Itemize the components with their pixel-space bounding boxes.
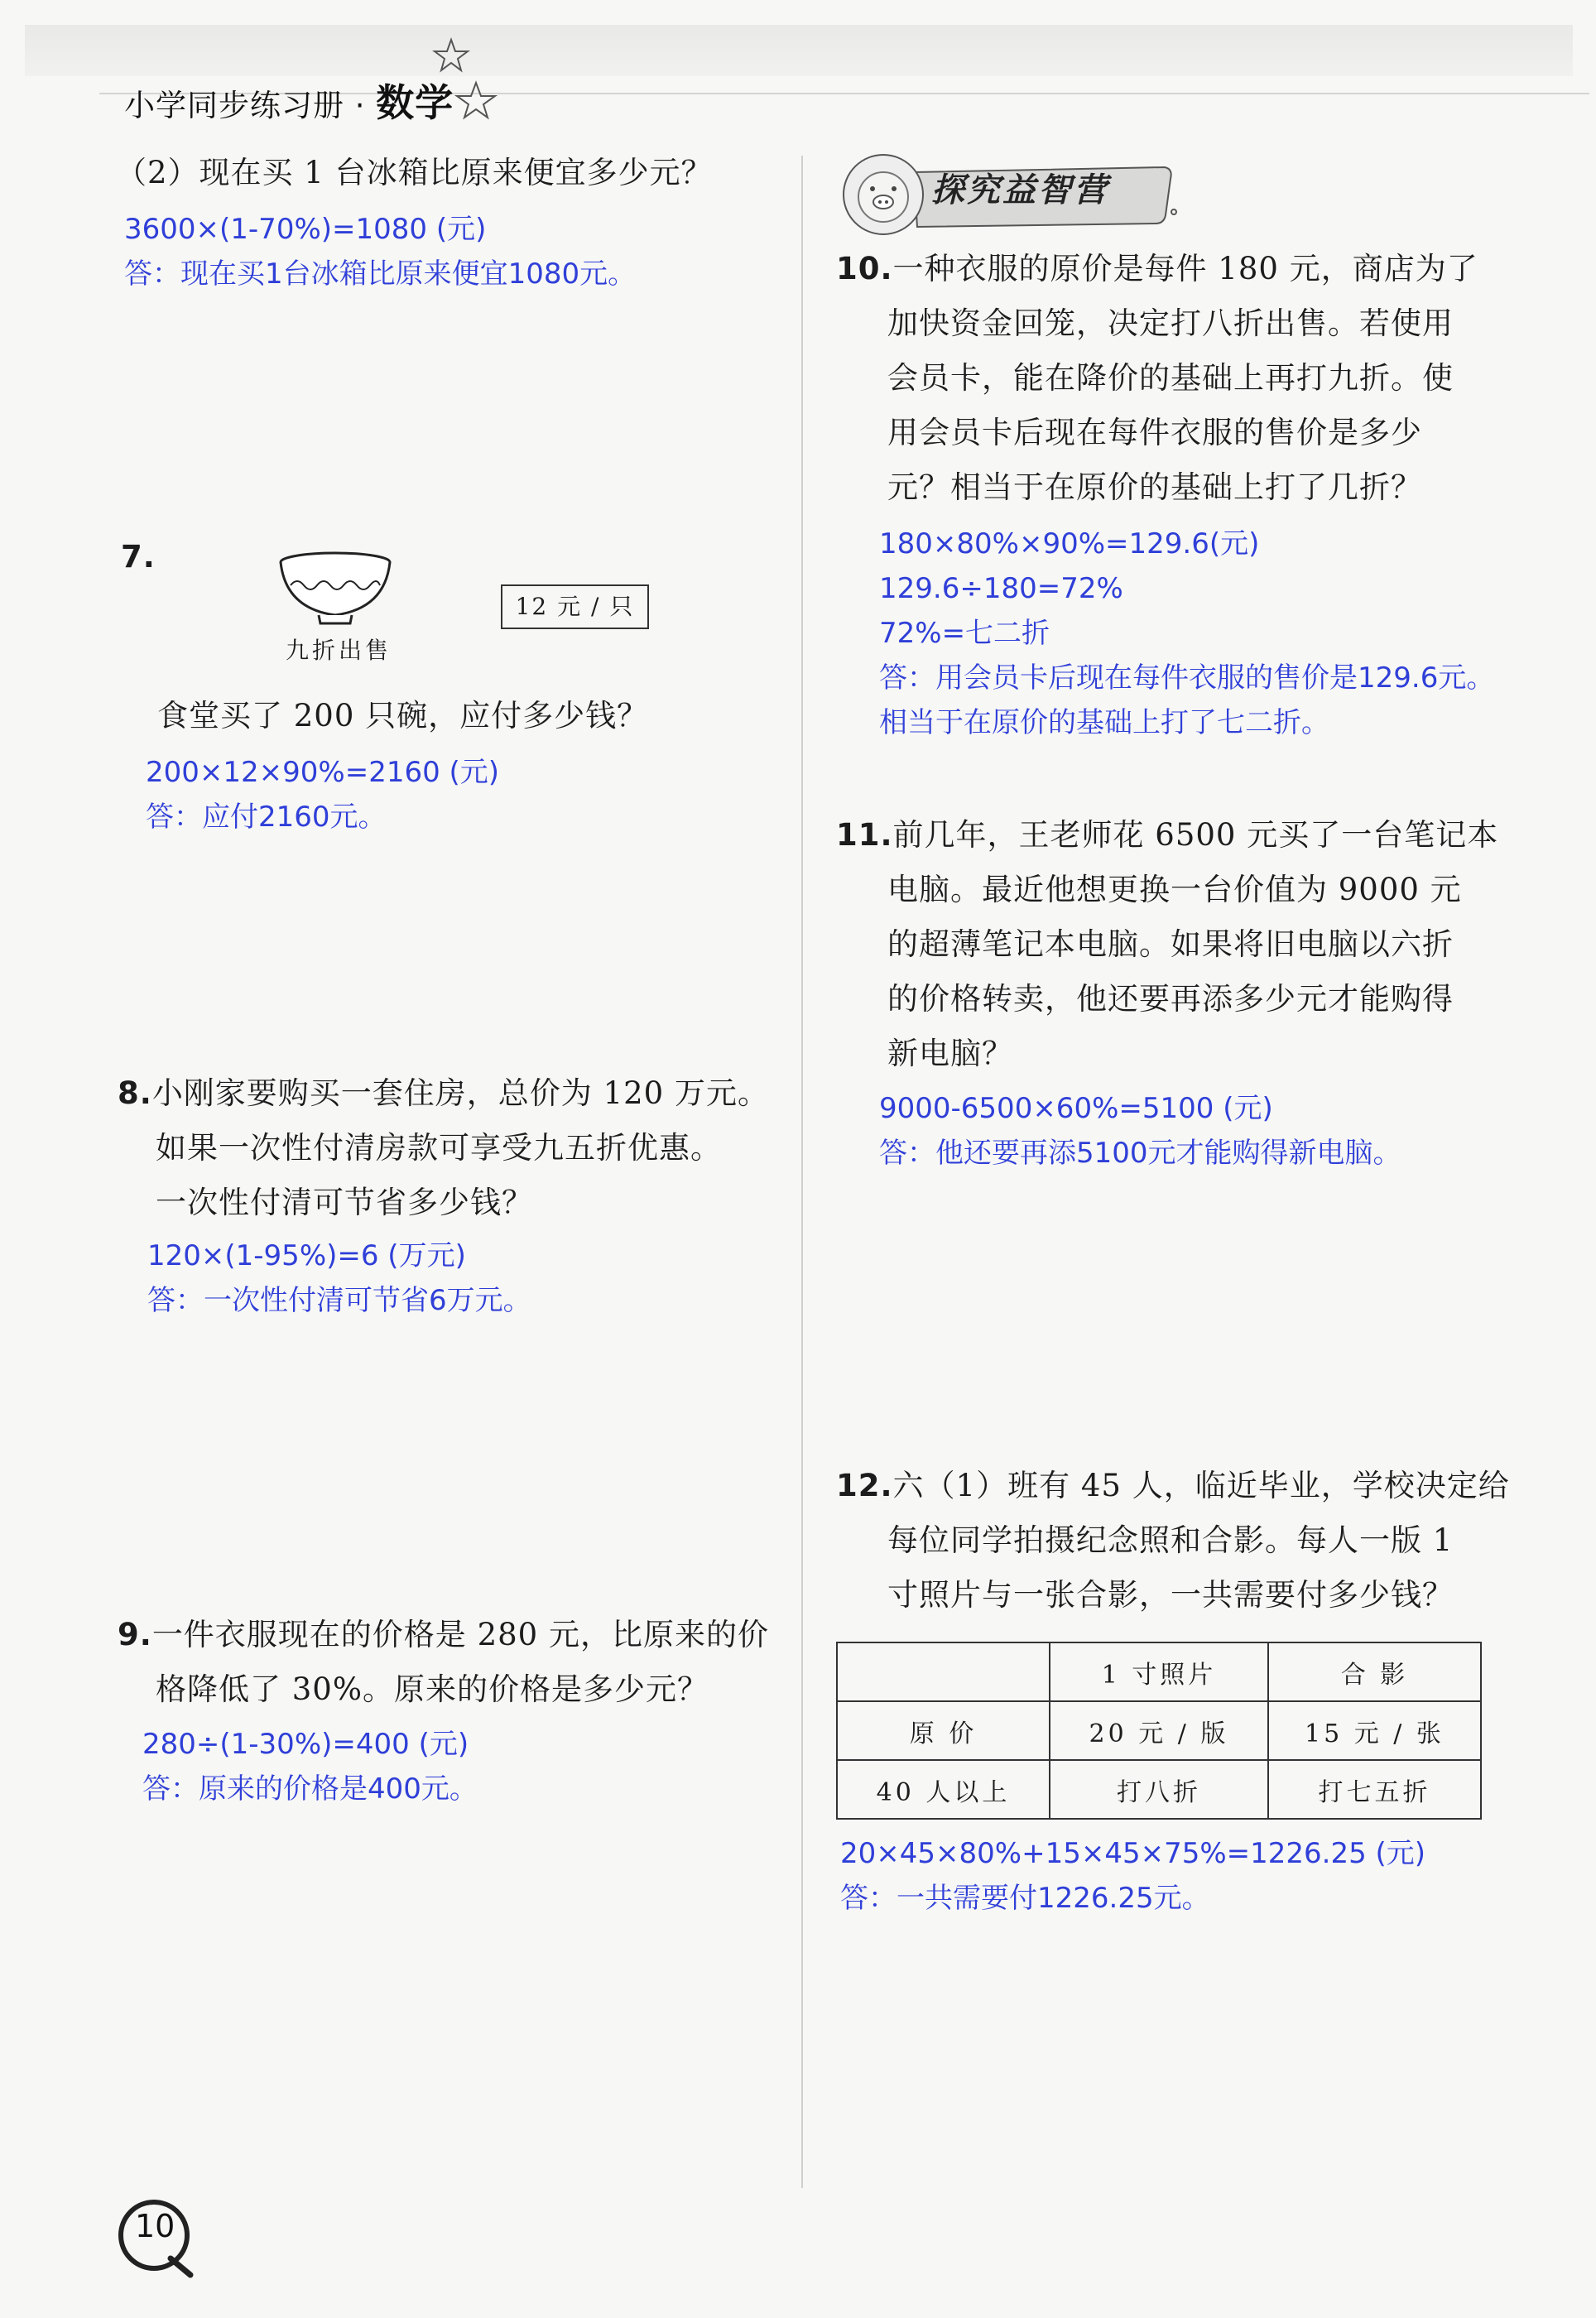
answer-11 [879, 1086, 1401, 1176]
answer-formula: 3600×(1-70%)=1080 (元) [124, 213, 487, 246]
column-divider [801, 156, 803, 2188]
subject-name: 数学 [376, 80, 454, 125]
question-line: 的超薄笔记本电脑。如果将旧电脑以六折 [887, 926, 1454, 962]
question-line: 如果一次性付清房款可享受九五折优惠。 [156, 1130, 722, 1166]
answer-formula: 200×12×90%=2160 (元) [146, 756, 500, 789]
question-10 [836, 242, 1478, 515]
question-text: 食堂买了 200 只碗，应付多少钱？ [157, 698, 649, 733]
price-tag: 12 元 / 只 [501, 584, 649, 629]
question-11 [836, 808, 1498, 1081]
header-band [25, 25, 1573, 76]
answer-statement: 答：应付2160元。 [146, 801, 387, 834]
answer-formula: 120×(1-95%)=6 (万元) [147, 1239, 466, 1272]
stars-icon [426, 33, 501, 124]
table-cell: 15 元 / 张 [1268, 1701, 1481, 1760]
answer-statement: 答：一共需要付1226.25元。 [840, 1882, 1210, 1915]
table-row [837, 1701, 1481, 1760]
question-9 [118, 1608, 769, 1717]
question-line: 一种衣服的原价是每件 180 元，商店为了 [892, 251, 1478, 286]
answer-10 [879, 522, 1494, 745]
question-line: 元？相当于在原价的基础上打了几折？ [887, 469, 1422, 505]
question-line: 寸照片与一张合影，一共需要付多少钱？ [887, 1577, 1454, 1613]
q12-number: 12. [836, 1468, 893, 1503]
answer-8 [147, 1234, 531, 1323]
question-line: 的价格转卖，他还要再添多少元才能购得 [887, 981, 1454, 1017]
q11-number: 11. [836, 817, 893, 853]
title-separator: · [354, 88, 366, 123]
answer-7 [146, 750, 499, 839]
answer-formula: 280÷(1-30%)=400 (元) [142, 1728, 469, 1761]
q8-number: 8. [118, 1075, 152, 1111]
answer-statement: 答：他还要再添5100元才能购得新电脑。 [879, 1137, 1401, 1170]
question-line: 一次性付清可节省多少钱？ [156, 1185, 533, 1220]
table-cell: 合 影 [1268, 1642, 1481, 1701]
question-line: 格降低了 30%。原来的价格是多少元？ [156, 1671, 709, 1707]
answer-12 [840, 1831, 1425, 1921]
bowl-caption: 九折出售 [286, 637, 392, 664]
bowl-icon [277, 551, 393, 625]
table-cell: 打七五折 [1268, 1760, 1481, 1819]
book-name: 小学同步练习册 [124, 88, 344, 123]
question-line: 加快资金回笼，决定打八折出售。若使用 [887, 305, 1454, 341]
table-cell: 20 元 / 版 [1050, 1701, 1268, 1760]
answer-statement: 相当于在原价的基础上打了七二折。 [879, 706, 1329, 739]
answer-formula: 20×45×80%+15×45×75%=1226.25 (元) [840, 1837, 1426, 1870]
question-12 [836, 1459, 1510, 1623]
answer-statement: 答：一次性付清可节省6万元。 [147, 1284, 531, 1317]
answer-6-2 [124, 207, 636, 296]
answer-formula: 129.6÷180=72% [879, 572, 1123, 605]
question-line: 每位同学拍摄纪念照和合影。每人一版 1 [887, 1522, 1454, 1558]
question-line: 新电脑？ [887, 1036, 1013, 1071]
q10-number: 10. [836, 251, 893, 286]
answer-statement: 答：用会员卡后现在每件衣服的售价是129.6元。 [879, 661, 1495, 695]
q9-number: 9. [118, 1617, 152, 1652]
question-line: 小刚家要购买一套住房，总价为 120 万元。 [151, 1075, 769, 1111]
table-cell [837, 1642, 1050, 1701]
answer-statement: 答：现在买1台冰箱比原来便宜1080元。 [124, 257, 637, 291]
question-6-2 [116, 146, 713, 200]
question-line: 用会员卡后现在每件衣服的售价是多少 [887, 415, 1422, 450]
page-number: 10 [135, 2208, 175, 2244]
question-line: 一件衣服现在的价格是 280 元，比原来的价 [151, 1617, 769, 1652]
answer-formula: 180×80%×90%=129.6(元) [879, 527, 1260, 560]
question-number [121, 530, 156, 584]
table-cell: 1 寸照片 [1050, 1642, 1268, 1701]
table-cell: 原 价 [837, 1701, 1050, 1760]
table-row [837, 1760, 1481, 1819]
answer-formula: 9000-6500×60%=5100 (元) [879, 1092, 1273, 1125]
answer-formula: 72%=七二折 [879, 617, 1050, 650]
section-title: 探究益智营 [931, 171, 1109, 209]
q7-number: 7. [121, 539, 156, 575]
question-line: 会员卡，能在降价的基础上再打九折。使 [887, 360, 1454, 396]
question-8 [118, 1066, 769, 1230]
answer-statement: 答：原来的价格是400元。 [142, 1772, 478, 1806]
price-table [836, 1642, 1482, 1820]
table-cell: 打八折 [1050, 1760, 1268, 1819]
question-line: 前几年，王老师花 6500 元买了一台笔记本 [892, 817, 1499, 853]
question-line: 电脑。最近他想更换一台价值为 9000 元 [887, 872, 1462, 907]
table-cell: 40 人以上 [837, 1760, 1050, 1819]
table-header-row [837, 1642, 1481, 1701]
question-text: （2）现在买 1 台冰箱比原来便宜多少元？ [116, 155, 713, 190]
answer-9 [142, 1722, 478, 1811]
book-title [124, 73, 454, 127]
question-line: 六（1）班有 45 人，临近毕业，学校决定给 [892, 1468, 1510, 1503]
